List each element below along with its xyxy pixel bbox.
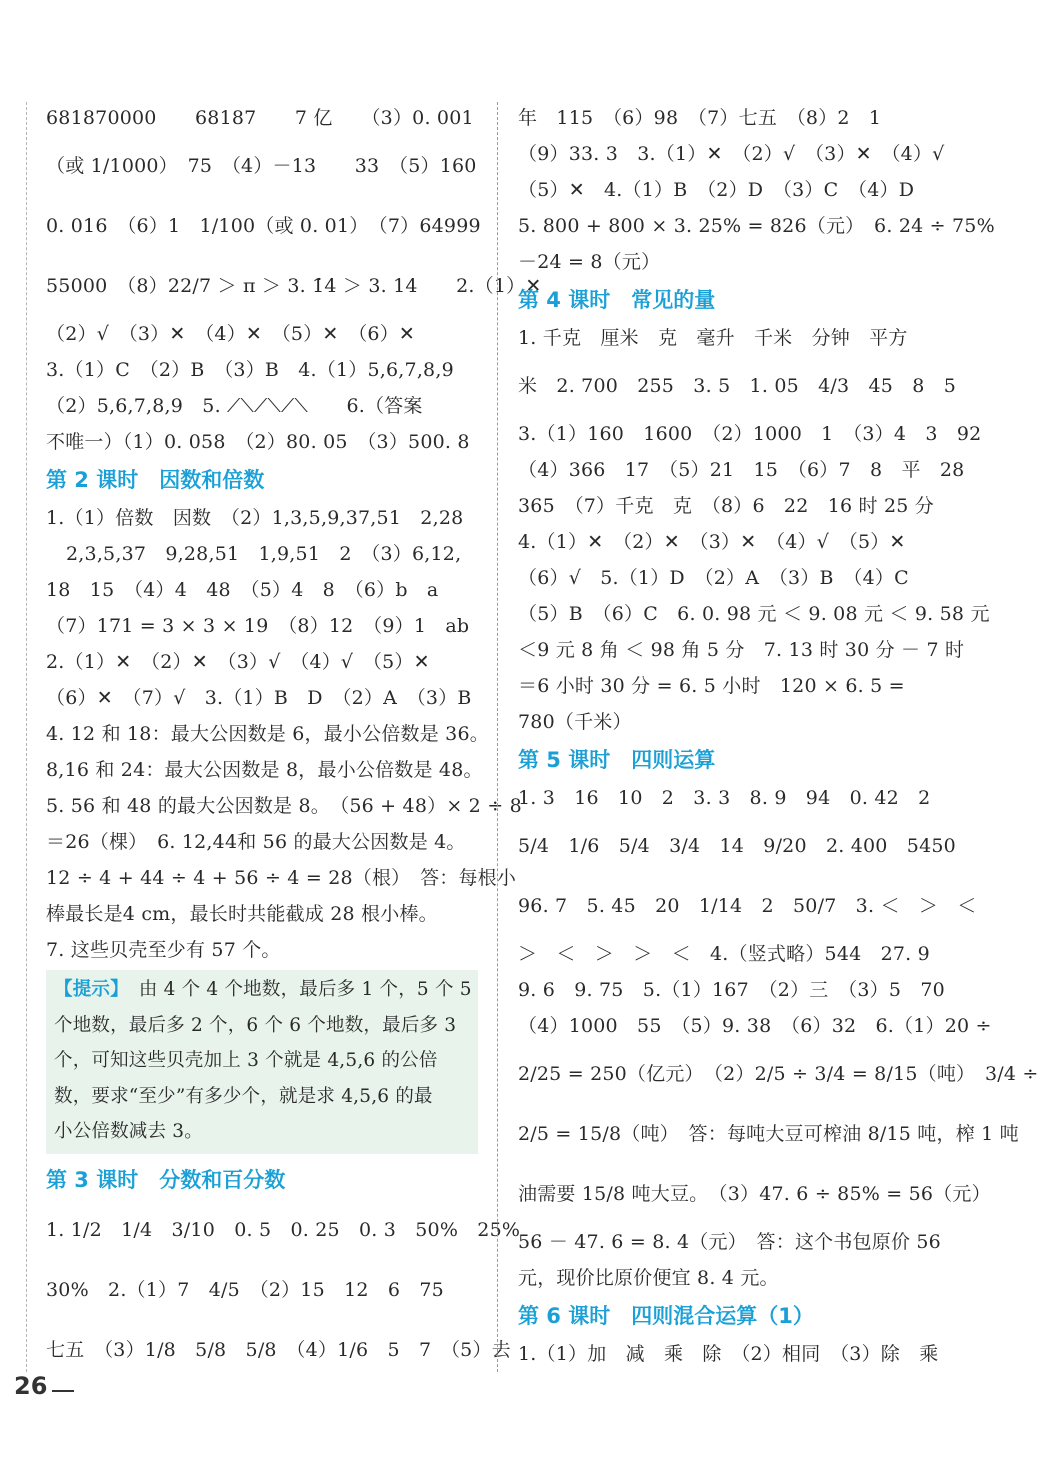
answer-line: 18 15 （4）4 48 （5）4 8 （6）b a — [46, 579, 439, 601]
answer-line: 油需要 15/8 吨大豆。 （3）47. 6 ÷ 85% = 56（元） — [518, 1183, 991, 1205]
answer-line: 5/4 1/6 5/4 3/4 14 9/20 2. 400 5450 — [518, 835, 956, 857]
answer-line: 5. 800 + 800 × 3. 25% = 826（元） 6. 24 ÷ 75% — [518, 215, 995, 237]
answer-line: 2,3,5,37 9,28,51 1,9,51 2 （3）6,12, — [66, 543, 462, 565]
answer-line: 4. 12 和 18：最大公因数是 6，最小公倍数是 36。 — [46, 723, 489, 745]
answer-line: ＞ ＜ ＞ ＞ ＜ 4.（竖式略）544 27. 9 — [518, 943, 930, 965]
answer-line: ＝6 小时 30 分 = 6. 5 小时 120 × 6. 5 = — [518, 675, 905, 697]
binding-margin-rule — [26, 102, 27, 1372]
answer-line: 1. 千克 厘米 克 毫升 千米 分钟 平方 — [518, 327, 908, 349]
answer-line: －24 = 8（元） — [518, 251, 661, 273]
hint-label: 【提示】 — [54, 979, 129, 1000]
answer-line: 681870000 68187 7 亿 （3）0. 001 — [46, 107, 474, 129]
answer-line: （5）✕ 4.（1）B （2）D （3）C （4）D — [518, 179, 915, 201]
left-column — [46, 100, 542, 1380]
hint-line — [54, 972, 470, 1008]
answer-line: 8,16 和 24：最大公因数是 8，最小公倍数是 48。 — [46, 759, 483, 781]
hint-text: 由 4 个 4 个地数，最后多 1 个，5 个 5 — [138, 979, 472, 1000]
answer-line: 56 － 47. 6 = 8. 4（元） 答：这个书包原价 56 — [518, 1231, 941, 1253]
section-heading: 第 3 课时 分数和百分数 — [46, 1167, 286, 1192]
answer-line: 3.（1）C （2）B （3）B 4.（1）5,6,7,8,9 — [46, 359, 454, 381]
answer-line: 780（千米） — [518, 711, 632, 733]
answer-line: ＝26（棵） 6. 12,44和 56 的最大公因数是 4。 — [46, 831, 466, 853]
section-heading: 第 4 课时 常见的量 — [518, 288, 716, 312]
answer-line: 5. 56 和 48 的最大公因数是 8。 （56 + 48）× 2 ÷ 8 — [46, 795, 522, 817]
hint-line: 个，可知这些贝壳加上 3 个就是 4,5,6 的公倍 — [54, 1050, 438, 1071]
answer-line: （6）√ 5.（1）D （2）A （3）B （4）C — [518, 567, 909, 589]
answer-line: 4.（1）✕ （2）✕ （3）✕ （4）√ （5）✕ — [518, 531, 906, 553]
answer-line: 1.（1）加 减 乘 除 （2）相同 （3）除 乘 — [518, 1343, 939, 1365]
answer-line: （7）171 = 3 × 3 × 19 （8）12 （9）1 ab — [46, 615, 470, 637]
answer-line: （2）5,6,7,8,9 5. ⟋⟍⟋⟍⟋⟍ 6.（答案 — [46, 395, 423, 417]
answer-line: 1. 1/2 1/4 3/10 0. 5 0. 25 0. 3 50% 25% — [46, 1218, 521, 1241]
right-column — [518, 100, 1039, 1372]
answer-line: 55000 （8）22/7 ＞ π ＞ 3. 1̇4̇ ＞ 3. 14 2.（1）✕ — [46, 275, 542, 297]
answer-line: （4）366 17 （5）21 15 （6）7 8 平 28 — [518, 459, 965, 481]
answer-line: （6）✕ （7）√ 3.（1）B D （2）A （3）B — [46, 687, 472, 709]
hint-line: 数，要求“至少”有多少个，就是求 4,5,6 的最 — [54, 1085, 433, 1107]
answer-line: 年 115 （6）98 （7）七五 （8）2 1 — [518, 107, 882, 129]
answer-line: 12 ÷ 4 + 44 ÷ 4 + 56 ÷ 4 = 28（根） 答：每根小 — [46, 867, 517, 889]
section-heading: 第 5 课时 四则运算 — [518, 748, 716, 772]
answer-line: 9. 6 9. 75 5.（1）167 （2）三 （3）5 70 — [518, 979, 945, 1001]
answer-line: 元，现价比原价便宜 8. 4 元。 — [518, 1267, 779, 1289]
answer-line: 2/5 = 15/8（吨） 答：每吨大豆可榨油 8/15 吨，榨 1 吨 — [518, 1123, 1019, 1145]
answer-line: 365 （7）千克 克 （8）6 22 16 时 25 分 — [518, 495, 934, 517]
answer-line: 七五 （3）1/8 5/8 5/8 （4）1/6 5 7 （5）去 — [46, 1338, 511, 1361]
page-number-rule — [52, 1390, 74, 1392]
answer-line: 3.（1）160 1600 （2）1000 1 （3）4 3 92 — [518, 423, 982, 445]
answer-line: （9）33. 3 3.（1）✕ （2）√ （3）✕ （4）√ — [518, 143, 945, 165]
answer-line: 米 2. 700 255 3. 5 1. 05 4/3 45 8 5 — [518, 375, 957, 397]
answer-line: （4）1000 55 （5）9. 38 （6）32 6.（1）20 ÷ — [518, 1015, 992, 1037]
answer-line: （2）√ （3）✕ （4）✕ （5）✕ （6）✕ — [46, 323, 416, 345]
hint-box — [46, 970, 478, 1154]
answer-line: 7. 这些贝壳至少有 57 个。 — [46, 939, 281, 961]
answer-line: 不唯一）（1）0. 058 （2）80. 05 （3）500. 8 — [46, 431, 470, 453]
answer-line: （或 1/1000） 75 （4）－13 33 （5）160 — [46, 155, 477, 177]
section-heading: 第 2 课时 因数和倍数 — [46, 468, 265, 492]
answer-line: 96. 7 5. 45 20 1/14 2 50/7 3. ＜ ＞ ＜ — [518, 895, 977, 917]
answer-line: 30% 2.（1）7 4/5 （2）15 12 6 75 — [46, 1278, 444, 1301]
section-heading: 第 6 课时 四则混合运算（1） — [518, 1304, 814, 1328]
hint-line: 个地数，最后多 2 个，6 个 6 个地数，最后多 3 — [54, 1014, 457, 1036]
hint-line: 小公倍数减去 3。 — [54, 1121, 203, 1142]
answer-line: （5）B （6）C 6. 0. 98 元 ＜ 9. 08 元 ＜ 9. 58 元 — [518, 603, 990, 625]
answer-line: 2.（1）✕ （2）✕ （3）√ （4）√ （5）✕ — [46, 651, 430, 673]
answer-line: ＜9 元 8 角 ＜ 98 角 5 分 7. 13 时 30 分 － 7 时 — [518, 639, 965, 661]
page-number: 26 — [14, 1372, 48, 1400]
answer-line: 1. 3 16 10 2 3. 3 8. 9 94 0. 42 2 — [518, 787, 931, 809]
answer-line: 0. 016 （6）1 1/100（或 0. 01） （7）64999 — [46, 215, 481, 237]
answer-line: 1.（1）倍数 因数 （2）1,3,5,9,37,51 2,28 — [46, 507, 464, 529]
answer-line: 棒最长是4 cm，最长时共能截成 28 根小棒。 — [46, 903, 438, 925]
answer-line: 2/25 = 250（亿元） （2）2/5 ÷ 3/4 = 8/15（吨） 3/4 ÷ — [518, 1063, 1039, 1085]
column-divider — [497, 102, 498, 1372]
